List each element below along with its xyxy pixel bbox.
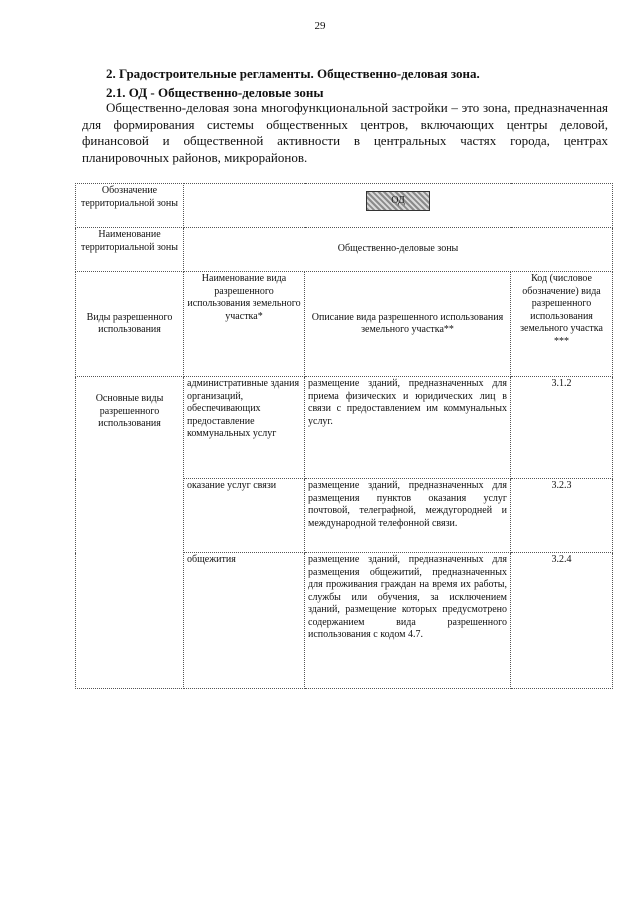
usage-code: 3.2.3	[511, 479, 613, 553]
usage-code: 3.2.4	[511, 553, 613, 689]
table-row	[76, 377, 613, 479]
subsection-title: 2.1. ОД - Общественно-деловые зоны	[106, 85, 324, 100]
usage-description: размещение зданий, предназначенных для размещения пунктов оказания услуг почтовой, телеграфной, междугородней и международной телефонной связи.	[305, 479, 511, 553]
zone-code-row	[76, 184, 613, 228]
zone-code-cell	[184, 184, 613, 228]
section-title: 2. Градостроительные регламенты. Общественно-деловая зона.	[106, 66, 480, 81]
page-number: 29	[314, 20, 326, 32]
zone-name: Общественно-деловые зоны	[184, 228, 613, 272]
regulations-table	[75, 183, 613, 689]
col-header-description: Описание вида разрешенного использования земельного участка**	[305, 272, 511, 377]
usage-name: административные здания организаций, обеспечивающих предоставление коммунальных услуг	[184, 377, 305, 479]
usage-types-label: Виды разрешенного использования	[76, 272, 184, 377]
usage-name: общежития	[184, 553, 305, 689]
col-header-name: Наименование вида разрешенного использования земельного участка*	[184, 272, 305, 377]
zone-name-label: Наименование территориальной зоны	[76, 228, 184, 272]
usage-name: оказание услуг связи	[184, 479, 305, 553]
intro-paragraph: Общественно-деловая зона многофункциональной застройки – это зона, предназначенная для формирования системы общественных центров, включающих центры деловой, финансовой и общественной активности в центральных частях города, центрах планировочных районов, микрорайонов.	[82, 100, 608, 165]
zone-code-badge: ОД	[366, 191, 430, 211]
usage-description: размещение зданий, предназначенных для размещения общежитий, предназначенных для проживания граждан на время их работы, службы или обучения, за исключением зданий, размещение которых предусмотрено содержанием вида разрешенного использования с кодом 4.7.	[305, 553, 511, 689]
usage-description: размещение зданий, предназначенных для приема физических и юридических лиц в связи с предоставлением им коммунальных услуг.	[305, 377, 511, 479]
zone-code-label: Обозначение территориальной зоны	[76, 184, 184, 228]
usage-code: 3.1.2	[511, 377, 613, 479]
col-header-code: Код (числовое обозначение) вида разрешенного использования земельного участка ***	[511, 272, 613, 377]
zone-name-row	[76, 228, 613, 272]
header-row	[76, 272, 613, 377]
main-usage-label: Основные виды разрешенного использования	[76, 377, 184, 689]
